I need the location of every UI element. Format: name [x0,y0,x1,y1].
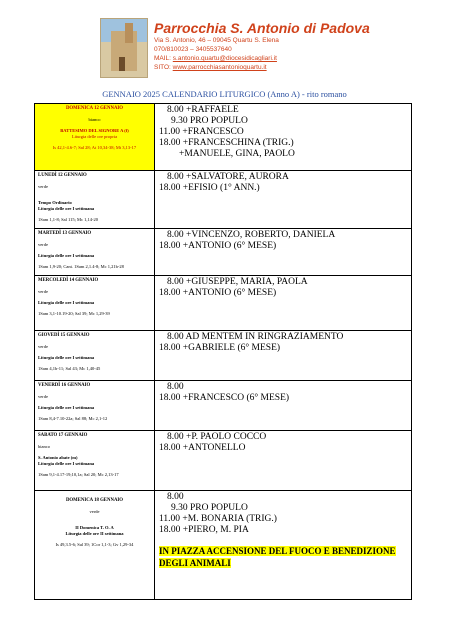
mass-entry: 18.00 +ANTONIO (6° MESE) [159,241,277,251]
psalter-label: Liturgia delle ore I settimana [38,461,95,466]
event-note-text: IN PIAZZA ACCENSIONE DEL FUOCO E BENEDIZIONE DEGLI ANIMALI [159,546,396,568]
masses-cell [155,229,412,276]
mass-entry: 11.00 +M. BONARIA (TRIG.) [159,514,277,524]
liturgical-color: bianco [88,117,101,122]
day-info-cell [35,171,155,229]
mass-entry: 8.00 +VINCENZO, ROBERTO, DANIELA [167,230,336,240]
day-info-cell [35,229,155,276]
mass-entry: +MANUELE, GINA, PAOLO [179,149,295,159]
masses-cell [155,491,412,600]
readings-label: Is 49,3.5-6; Sal 39; 1Cor 1,1-3; Gv 1,29-34 [55,542,134,547]
day-label: DOMENICA 18 GENNAIO [65,498,124,503]
psalter-label: Liturgia delle ore I settimana [38,405,95,410]
readings-label: 1Sam 1,1-8; Sal 115; Mc 1,14-20 [38,217,98,222]
masses-cell [155,104,412,171]
mass-entry: 18.00 +FRANCESCHINA (TRIG.) [159,138,294,148]
mass-entry: 8.00 +SALVATORE, AURORA [167,172,289,182]
parish-phone: 070/810023 – 3405537640 [154,46,232,53]
masses-cell [155,381,412,431]
mass-entry: 9.30 PRO POPULO [171,116,248,126]
masses-cell [155,331,412,381]
readings-label: 1Sam 9,1-4.17-19;10,1a; Sal 20; Mc 2,13-17 [38,472,119,477]
liturgical-color: bianco [38,444,50,449]
parish-name: Parrocchia S. Antonio di Padova [154,20,370,36]
mail-link[interactable]: s.antonio.quartu@diocesidicagliari.it [172,55,277,62]
mass-entry: 8.00 +RAFFAELE [167,105,239,115]
liturgical-color: verde [38,394,48,399]
masses-cell [155,431,412,491]
mass-entry: 8.00 +GIUSEPPE, MARIA, PAOLA [167,277,308,287]
mass-entry: 18.00 +FRANCESCO (6° MESE) [159,393,290,403]
psalter-label: Liturgia delle ore propria [71,134,118,139]
masses-cell [155,276,412,331]
day-label: DOMENICA 12 GENNAIO [65,106,124,111]
site-link[interactable]: www.parrocchiasantonioquartu.it [172,64,267,71]
day-label: GIOVEDÌ 15 GENNAIO [38,333,90,338]
feast-label: II Domenica T. O. A [75,525,114,530]
day-label: MERCOLEDÌ 14 GENNAIO [38,278,99,283]
readings-label: 1Sam 4,1b-11; Sal 43; Mc 1,40-45 [38,366,101,371]
parish-header [154,20,434,72]
liturgical-color: verde [38,242,48,247]
day-info-cell [35,381,155,431]
readings-label: 1Sam 1,9-20; Cant. 1Sam 2,1.4-8; Mc 1,21b-28 [38,264,124,269]
feast-label: BATTESIMO DEL SIGNORE A (f) [60,128,129,133]
liturgical-calendar-table [34,103,412,600]
psalter-label: Liturgia delle ore I settimana [38,355,95,360]
church-photo [100,18,148,78]
mass-entry: 18.00 +GABRIELE (6° MESE) [159,343,281,353]
mass-entry: 8.00 +P. PAOLO COCCO [167,432,267,442]
table-row [35,229,412,276]
table-row [35,431,412,491]
masses-cell [155,171,412,229]
readings-label: 1Sam 8,4-7.10-22a; Sal 88; Mc 2,1-12 [38,416,108,421]
parish-mail: MAIL: s.antonio.quartu@diocesidicagliari.it [154,55,277,62]
table-row [35,104,412,171]
parish-address: Via S. Antonio, 46 – 09045 Quartu S. Elena [154,37,279,44]
table-row [35,381,412,431]
mass-entry: 18.00 +PIERO, M. PIA [159,525,249,535]
psalter-label: Liturgia delle ore I settimana [38,253,95,258]
liturgical-color: verde [38,289,48,294]
mass-entry: 8.00 AD MENTEM IN RINGRAZIAMENTO [167,332,344,342]
day-info-cell [35,331,155,381]
event-note [159,546,407,570]
day-label: VENERDÌ 16 GENNAIO [38,383,91,388]
day-label: LUNEDÌ 12 GENNAIO [38,173,87,178]
mass-entry: 11.00 +FRANCESCO [159,127,244,137]
table-row [35,276,412,331]
day-label: MARTEDÌ 13 GENNAIO [38,231,92,236]
table-row [35,491,412,600]
mass-entry: 18.00 +ANTONELLO [159,443,246,453]
mass-entry: 8.00 [167,382,184,392]
mass-entry: 18.00 +ANTONIO (6° MESE) [159,288,277,298]
psalter-label: Liturgia delle ore I settimana [38,300,95,305]
feast-label: Tempo Ordinario [38,200,72,205]
day-label: SABATO 17 GENNAIO [38,433,88,438]
mass-entry: 8.00 [167,492,184,502]
readings-label: 1Sam 3,1-10.19-20; Sal 39; Mc 1,29-39 [38,311,110,316]
parish-site: SITO: www.parrocchiasantonioquartu.it [154,64,267,71]
psalter-label: Liturgia delle ore II settimana [65,531,124,536]
day-info-cell [35,276,155,331]
liturgical-color: verde [38,184,48,189]
day-info-cell [35,431,155,491]
day-info-cell [35,104,155,171]
psalter-label: Liturgia delle ore I settimana [38,206,95,211]
readings-label: Is 42,1-4.6-7; Sal 28; At 10,34-38; Mt 3,13-17 [52,145,137,150]
day-info-cell [35,491,155,600]
table-row [35,171,412,229]
mass-entry: 18.00 +EFISIO (1° ANN.) [159,183,260,193]
feast-label: S. Antonio abate (m) [38,455,78,460]
liturgical-color: verde [89,509,100,514]
calendar-title: GENNAIO 2025 CALENDARIO LITURGICO (Anno A) - rito romano [102,89,347,99]
table-row [35,331,412,381]
liturgical-color: verde [38,344,48,349]
mass-entry: 9.30 PRO POPULO [171,503,248,513]
